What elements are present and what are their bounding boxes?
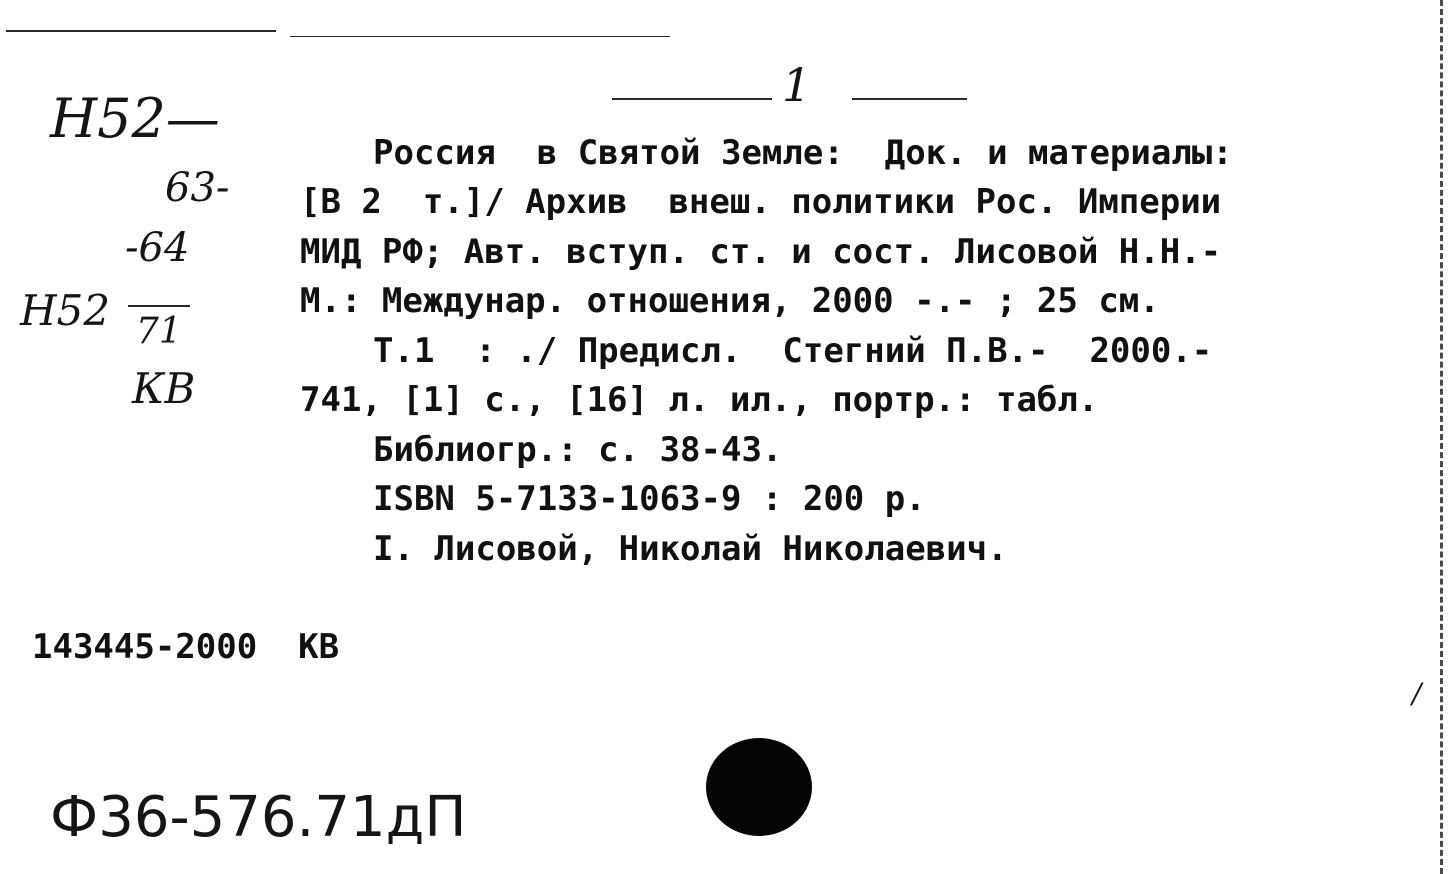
card-number: 1 [782,58,812,112]
shelf-mark-fraction-bar [128,305,190,307]
accession-number: 143445-2000 КВ [32,627,340,667]
catalog-code: Ф36-576.71дП [50,785,467,850]
entry-line3: МИД РФ; Авт. вступ. ст. и сост. Лисовой Н.Н.- [300,232,1222,272]
entry-line2: [В 2 т.]/ Архив внеш. политики Рос. Империи [300,182,1222,222]
perforated-edge [1440,0,1443,874]
entry-line5: Т.1 : ./ Предисл. Стегний П.В.- 2000.- [373,331,1213,371]
shelf-mark-line3: -64 [125,225,190,271]
number-rule-right [852,98,967,100]
shelf-mark-line1: Н52— [50,87,220,150]
shelf-mark-line5: КВ [132,364,196,413]
number-rule-left [612,98,772,100]
entry-line9: I. Лисовой, Николай Николаевич. [373,529,1008,569]
top-rule-right [290,36,670,37]
shelf-mark-line2: 63- [165,165,230,211]
entry-line7: Библиогр.: с. 38-43. [373,430,783,470]
entry-line8: ISBN 5-7133-1063-9 : 200 р. [373,479,926,519]
entry-line4: М.: Междунар. отношения, 2000 -.- ; 25 см. [300,281,1160,321]
margin-mark: / [1412,677,1422,710]
entry-line1: Россия в Святой Земле: Док. и материалы: [373,133,1233,173]
top-rule-left [6,30,276,32]
shelf-mark-line4: Н52 [20,286,111,335]
punch-hole [706,738,812,836]
shelf-mark-fraction: 71 [136,311,182,352]
entry-line6: 741, [1] с., [16] л. ил., портр.: табл. [300,380,1099,420]
